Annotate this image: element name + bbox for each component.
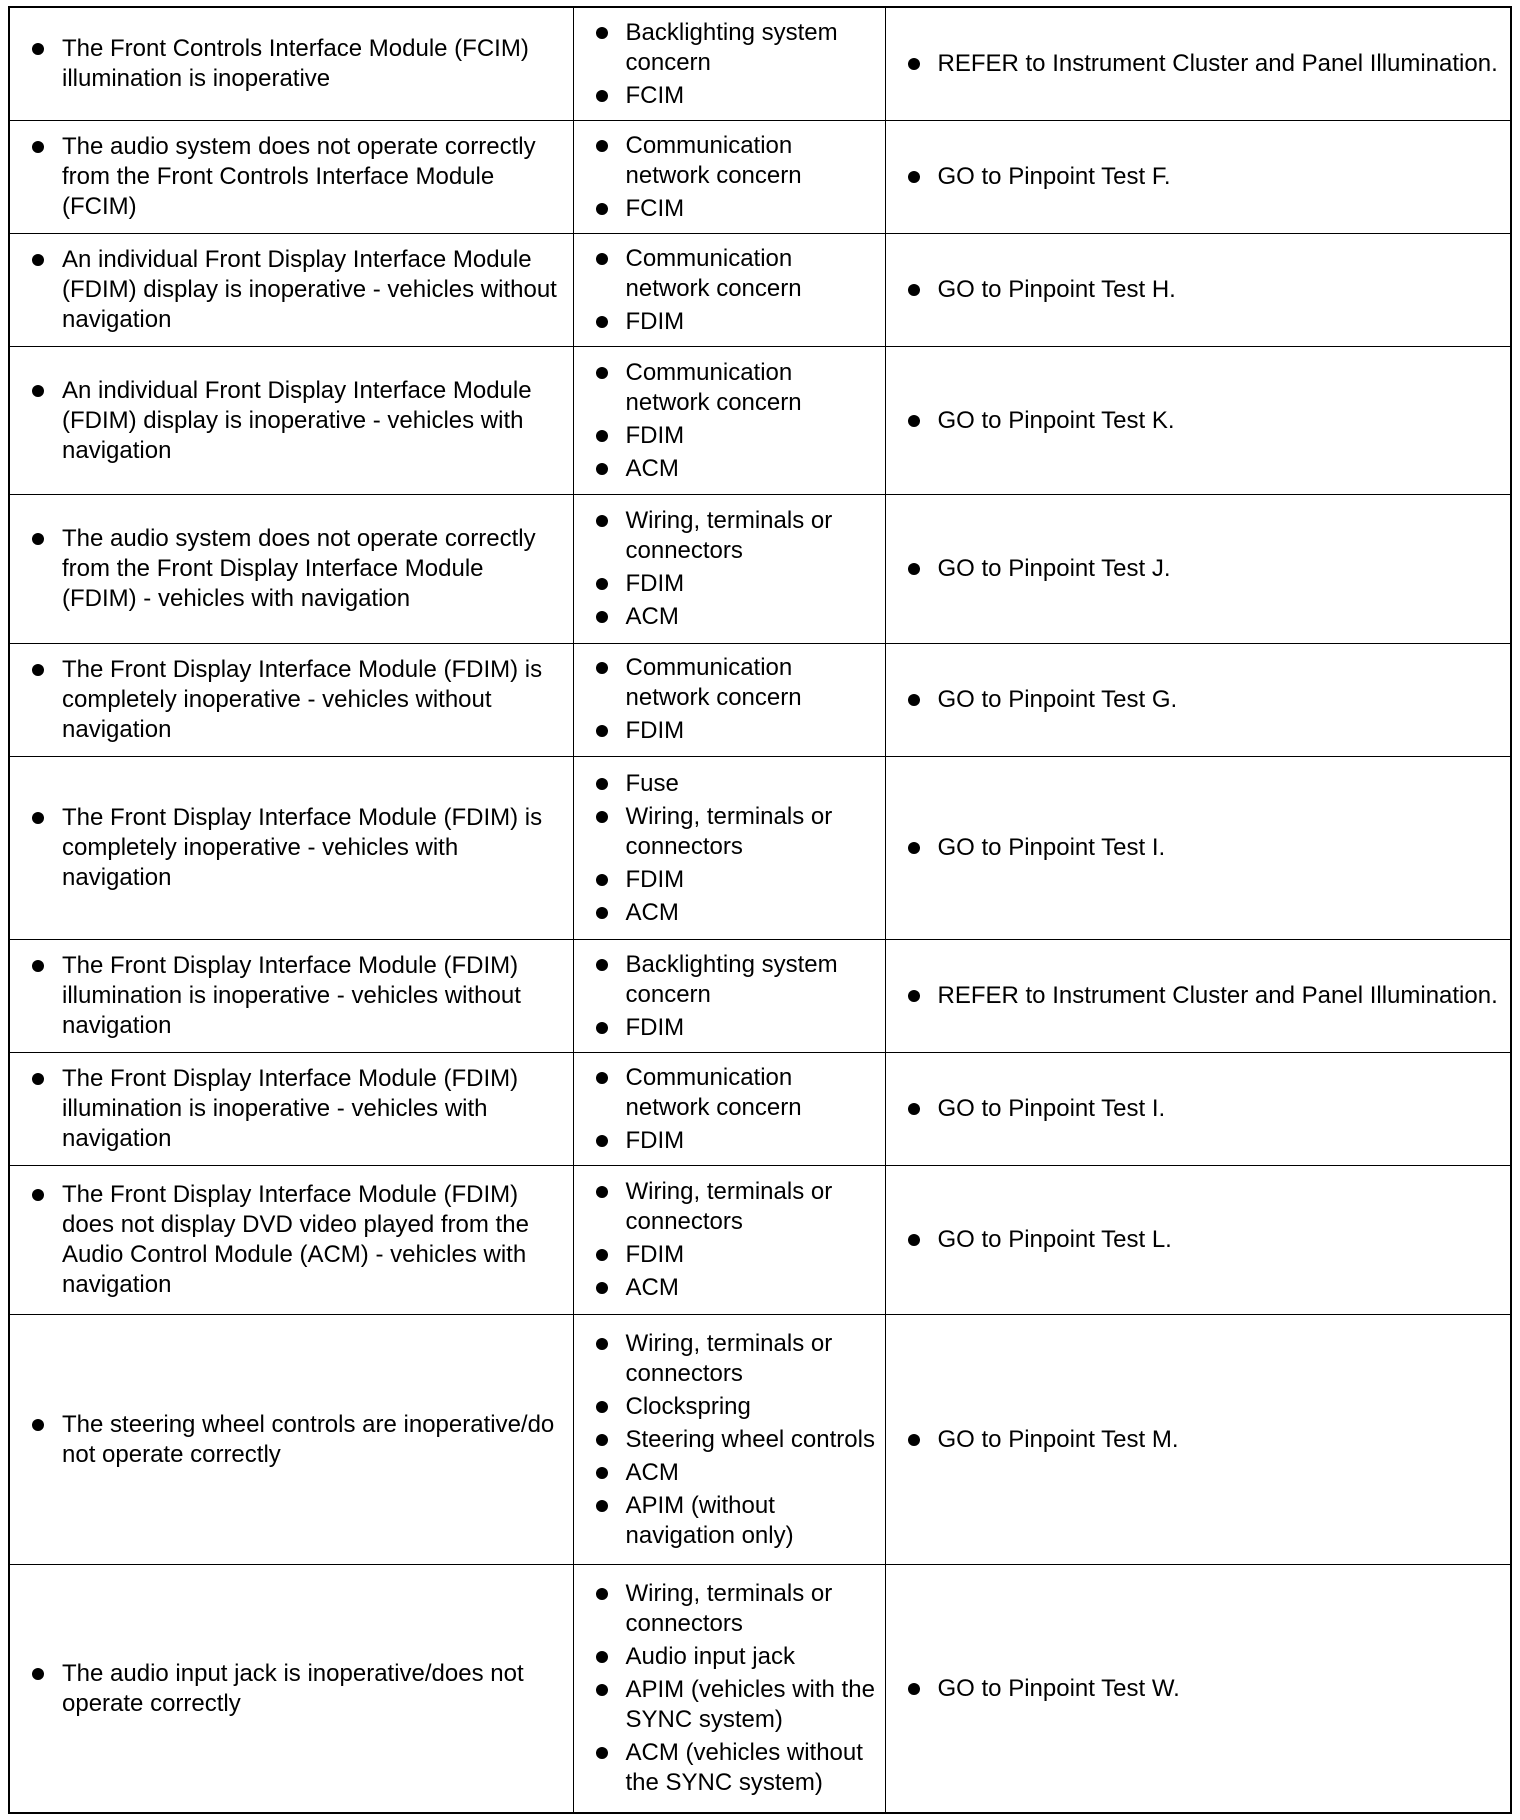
condition-cell [10, 643, 573, 756]
cause-item: ACM [594, 1458, 877, 1488]
condition-text: The Front Display Interface Module (FDIM) is completely inoperative - vehicles without navigation [30, 655, 565, 745]
action-cell [885, 1565, 1510, 1812]
cause-item: APIM (without navigation only) [594, 1491, 877, 1551]
table-row [10, 495, 1510, 643]
causes-cell [573, 234, 885, 347]
cause-item: Communication network concern [594, 358, 877, 418]
table-row [10, 8, 1510, 121]
action-text: REFER to Instrument Cluster and Panel Illumination. [906, 981, 1503, 1011]
causes-cell [573, 121, 885, 234]
table-row [10, 1314, 1510, 1565]
table-row [10, 1565, 1510, 1812]
causes-cell [573, 8, 885, 121]
causes-cell [573, 1565, 885, 1812]
action-text: GO to Pinpoint Test L. [906, 1225, 1503, 1255]
condition-text: The steering wheel controls are inoperative/do not operate correctly [30, 1410, 565, 1470]
condition-text: The Front Display Interface Module (FDIM) does not display DVD video played from the Audio Control Module (ACM) - vehicles with navigation [30, 1180, 565, 1300]
cause-item: FDIM [594, 865, 877, 895]
cause-item: ACM [594, 1273, 877, 1303]
cause-item: FDIM [594, 421, 877, 451]
cause-item: Wiring, terminals or connectors [594, 1329, 877, 1389]
causes-cell [573, 1166, 885, 1314]
condition-cell [10, 495, 573, 643]
cause-item: ACM [594, 454, 877, 484]
condition-cell [10, 234, 573, 347]
condition-text: The audio system does not operate correctly from the Front Controls Interface Module (FCIM) [30, 132, 565, 222]
condition-text: The Front Controls Interface Module (FCIM) illumination is inoperative [30, 34, 565, 94]
cause-item: ACM [594, 602, 877, 632]
condition-cell [10, 1565, 573, 1812]
condition-text: The audio system does not operate correctly from the Front Display Interface Module (FDIM) - vehicles with navigation [30, 524, 565, 614]
cause-item: Wiring, terminals or connectors [594, 506, 877, 566]
cause-item: ACM (vehicles without the SYNC system) [594, 1738, 877, 1798]
action-text: GO to Pinpoint Test I. [906, 1094, 1503, 1124]
causes-cell [573, 1314, 885, 1565]
table-row [10, 643, 1510, 756]
action-text: GO to Pinpoint Test I. [906, 833, 1503, 863]
cause-item: Communication network concern [594, 653, 877, 713]
symptom-chart-sheet [8, 6, 1512, 1814]
symptom-chart-body [10, 8, 1510, 1812]
table-row [10, 234, 1510, 347]
action-text: REFER to Instrument Cluster and Panel Illumination. [906, 49, 1503, 79]
cause-item: FDIM [594, 1240, 877, 1270]
action-cell [885, 347, 1510, 495]
cause-item: FDIM [594, 716, 877, 746]
cause-item: Clockspring [594, 1392, 877, 1422]
cause-item: Wiring, terminals or connectors [594, 1579, 877, 1639]
cause-item: Wiring, terminals or connectors [594, 1177, 877, 1237]
condition-text: The Front Display Interface Module (FDIM) illumination is inoperative - vehicles with navigation [30, 1064, 565, 1154]
action-cell [885, 1053, 1510, 1166]
action-cell [885, 1314, 1510, 1565]
action-text: GO to Pinpoint Test W. [906, 1674, 1503, 1704]
action-cell [885, 643, 1510, 756]
cause-item: Communication network concern [594, 244, 877, 304]
table-row [10, 1053, 1510, 1166]
action-cell [885, 495, 1510, 643]
table-row [10, 347, 1510, 495]
condition-cell [10, 756, 573, 939]
cause-item: Backlighting system concern [594, 18, 877, 78]
action-text: GO to Pinpoint Test M. [906, 1425, 1503, 1455]
cause-item: FDIM [594, 1013, 877, 1043]
action-cell [885, 756, 1510, 939]
action-cell [885, 234, 1510, 347]
causes-cell [573, 643, 885, 756]
symptom-chart-table [10, 8, 1510, 1812]
action-text: GO to Pinpoint Test F. [906, 162, 1503, 192]
causes-cell [573, 495, 885, 643]
condition-cell [10, 940, 573, 1053]
condition-cell [10, 8, 573, 121]
cause-item: FDIM [594, 569, 877, 599]
cause-item: Audio input jack [594, 1642, 877, 1672]
causes-cell [573, 940, 885, 1053]
causes-cell [573, 1053, 885, 1166]
cause-item: ACM [594, 898, 877, 928]
causes-cell [573, 756, 885, 939]
table-row [10, 940, 1510, 1053]
action-cell [885, 1166, 1510, 1314]
table-row [10, 756, 1510, 939]
action-cell [885, 940, 1510, 1053]
cause-item: APIM (vehicles with the SYNC system) [594, 1675, 877, 1735]
condition-text: An individual Front Display Interface Module (FDIM) display is inoperative - vehicles without navigation [30, 245, 565, 335]
table-row [10, 1166, 1510, 1314]
action-text: GO to Pinpoint Test K. [906, 406, 1503, 436]
cause-item: FDIM [594, 1126, 877, 1156]
cause-item: Communication network concern [594, 131, 877, 191]
cause-item: Backlighting system concern [594, 950, 877, 1010]
condition-text: An individual Front Display Interface Module (FDIM) display is inoperative - vehicles with navigation [30, 376, 565, 466]
cause-item: FCIM [594, 194, 877, 224]
action-cell [885, 121, 1510, 234]
action-text: GO to Pinpoint Test G. [906, 685, 1503, 715]
condition-text: The Front Display Interface Module (FDIM) illumination is inoperative - vehicles without navigation [30, 951, 565, 1041]
cause-item: FCIM [594, 81, 877, 111]
condition-cell [10, 121, 573, 234]
condition-cell [10, 347, 573, 495]
action-cell [885, 8, 1510, 121]
condition-text: The Front Display Interface Module (FDIM) is completely inoperative - vehicles with navigation [30, 803, 565, 893]
condition-cell [10, 1053, 573, 1166]
action-text: GO to Pinpoint Test J. [906, 554, 1503, 584]
causes-cell [573, 347, 885, 495]
cause-item: Fuse [594, 769, 877, 799]
condition-text: The audio input jack is inoperative/does not operate correctly [30, 1659, 565, 1719]
condition-cell [10, 1166, 573, 1314]
action-text: GO to Pinpoint Test H. [906, 275, 1503, 305]
cause-item: Steering wheel controls [594, 1425, 877, 1455]
condition-cell [10, 1314, 573, 1565]
cause-item: FDIM [594, 307, 877, 337]
table-row [10, 121, 1510, 234]
cause-item: Wiring, terminals or connectors [594, 802, 877, 862]
cause-item: Communication network concern [594, 1063, 877, 1123]
